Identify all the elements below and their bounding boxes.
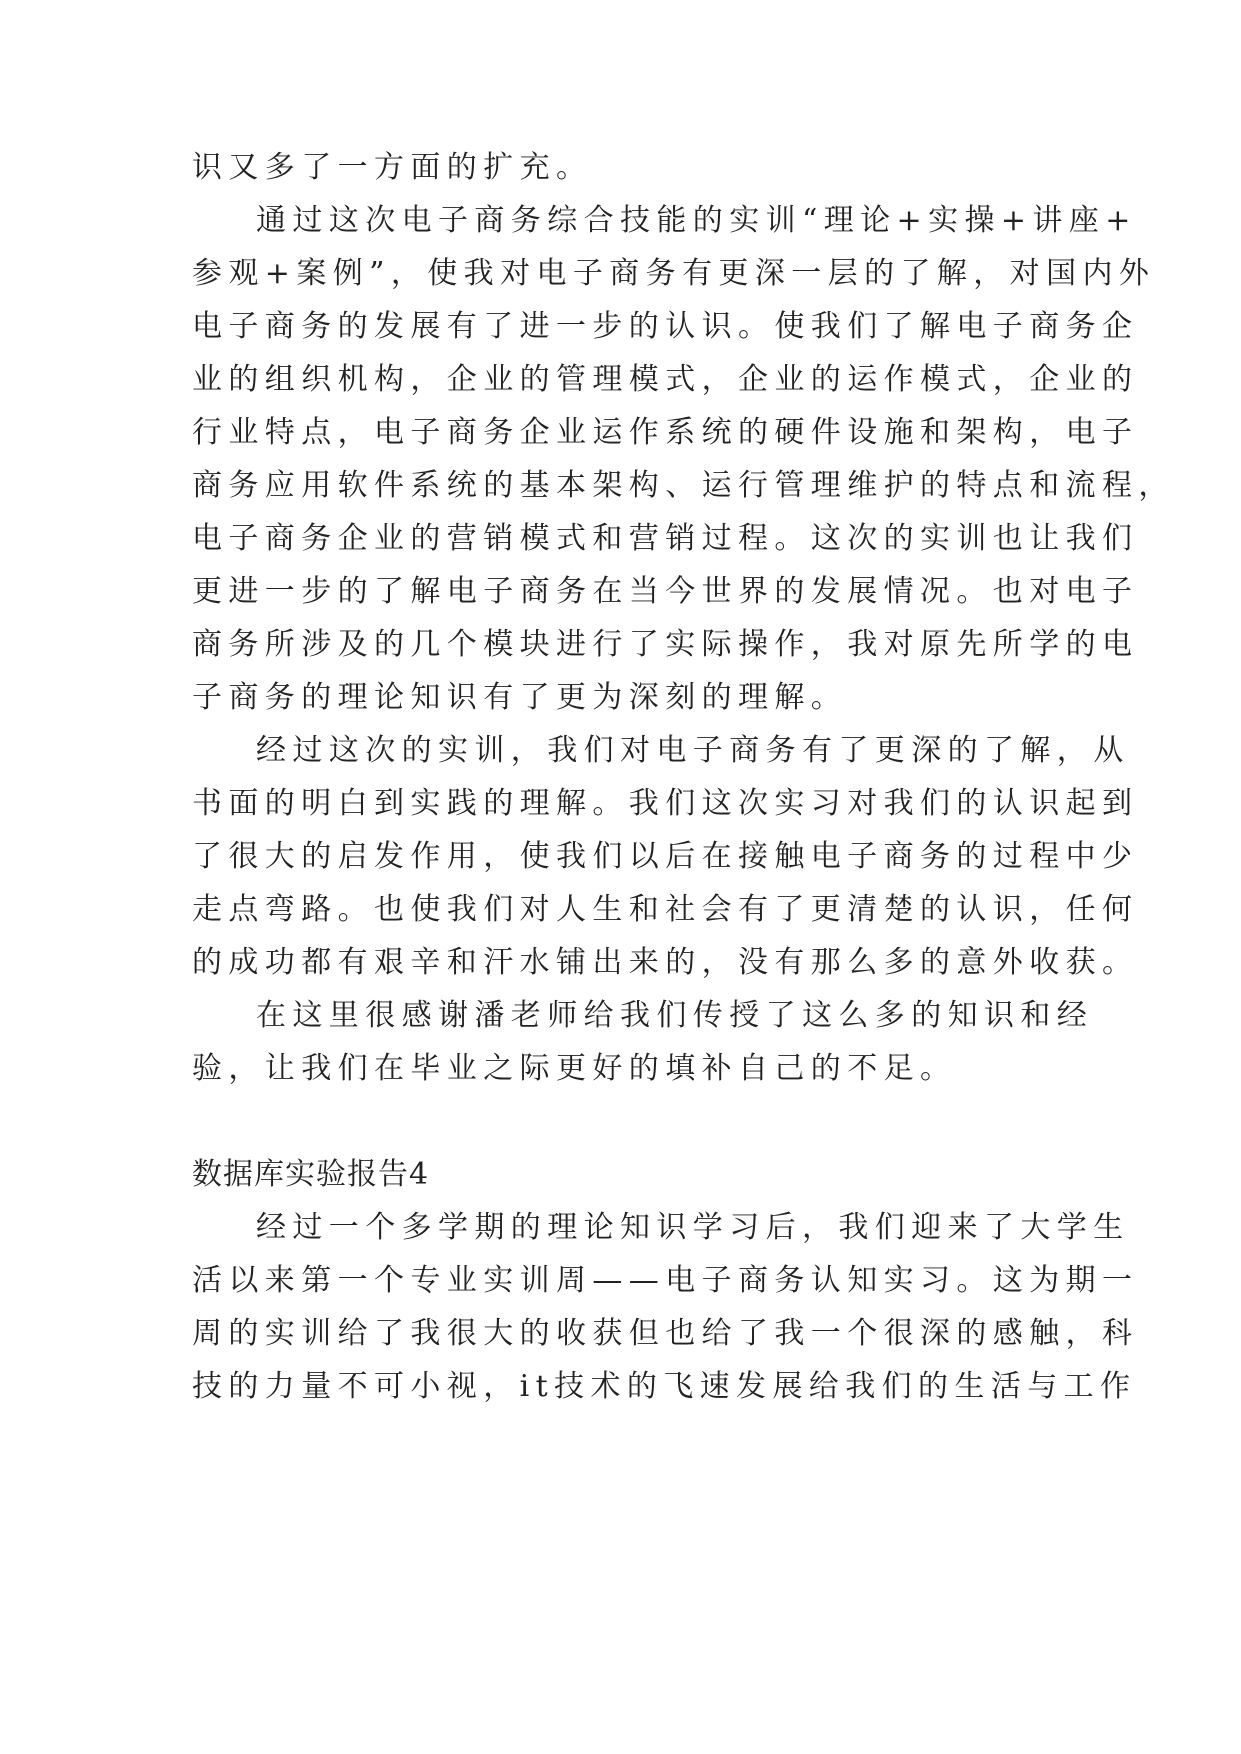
paragraph-2-line-1: 通过这次电子商务综合技能的实训“理论+实操+讲座+ <box>256 203 1137 238</box>
paragraph-3-line-3: 了很大的启发作用，使我们以后在接触电子商务的过程中少 <box>192 839 1139 874</box>
paragraph-5-line-2: 活以来第一个专业实训周——电子商务认知实习。这为期一 <box>192 1263 1139 1298</box>
paragraph-2-line-10: 子商务的理论知识有了更为深刻的理解。 <box>192 680 848 715</box>
paragraph-3-line-5: 的成功都有艰辛和汗水铺出来的，没有那么多的意外收获。 <box>192 945 1139 980</box>
paragraph-3-line-1: 经过这次的实训，我们对电子商务有了更深的了解，从 <box>256 733 1130 768</box>
paragraph-2-line-5: 行业特点，电子商务企业运作系统的硬件设施和架构，电子 <box>192 415 1139 450</box>
paragraph-4-line-1: 在这里很感谢潘老师给我们传授了这么多的知识和经 <box>256 998 1094 1033</box>
paragraph-3-line-4: 走点弯路。也使我们对人生和社会有了更清楚的认识，任何 <box>192 892 1139 927</box>
paragraph-5-line-1: 经过一个多学期的理论知识学习后，我们迎来了大学生 <box>256 1210 1130 1245</box>
paragraph-2-line-4: 业的组织机构，企业的管理模式，企业的运作模式，企业的 <box>192 362 1139 397</box>
paragraph-5-line-4: 技的力量不可小视，it技术的飞速发展给我们的生活与工作 <box>192 1369 1137 1404</box>
paragraph-2-line-9: 商务所涉及的几个模块进行了实际操作，我对原先所学的电 <box>192 627 1139 662</box>
paragraph-2-line-6: 商务应用软件系统的基本架构、运行管理维护的特点和流程， <box>192 468 1175 503</box>
paragraph-2-line-8: 更进一步的了解电子商务在当今世界的发展情况。也对电子 <box>192 574 1139 609</box>
paragraph-2-line-2: 参观+案例”，使我对电子商务有更深一层的了解，对国内外 <box>192 256 1156 291</box>
section-heading: 数据库实验报告4 <box>192 1157 430 1192</box>
paragraph-4-line-2: 验，让我们在毕业之际更好的填补自己的不足。 <box>192 1051 957 1086</box>
paragraph-5-line-3: 周的实训给了我很大的收获但也给了我一个很深的感触，科 <box>192 1316 1139 1351</box>
paragraph-2-line-7: 电子商务企业的营销模式和营销过程。这次的实训也让我们 <box>192 521 1139 556</box>
paragraph-3-line-2: 书面的明白到实践的理解。我们这次实习对我们的认识起到 <box>192 786 1139 821</box>
paragraph-2-line-3: 电子商务的发展有了进一步的认识。使我们了解电子商务企 <box>192 309 1139 344</box>
paragraph-1-line-1: 识又多了一方面的扩充。 <box>192 150 593 185</box>
